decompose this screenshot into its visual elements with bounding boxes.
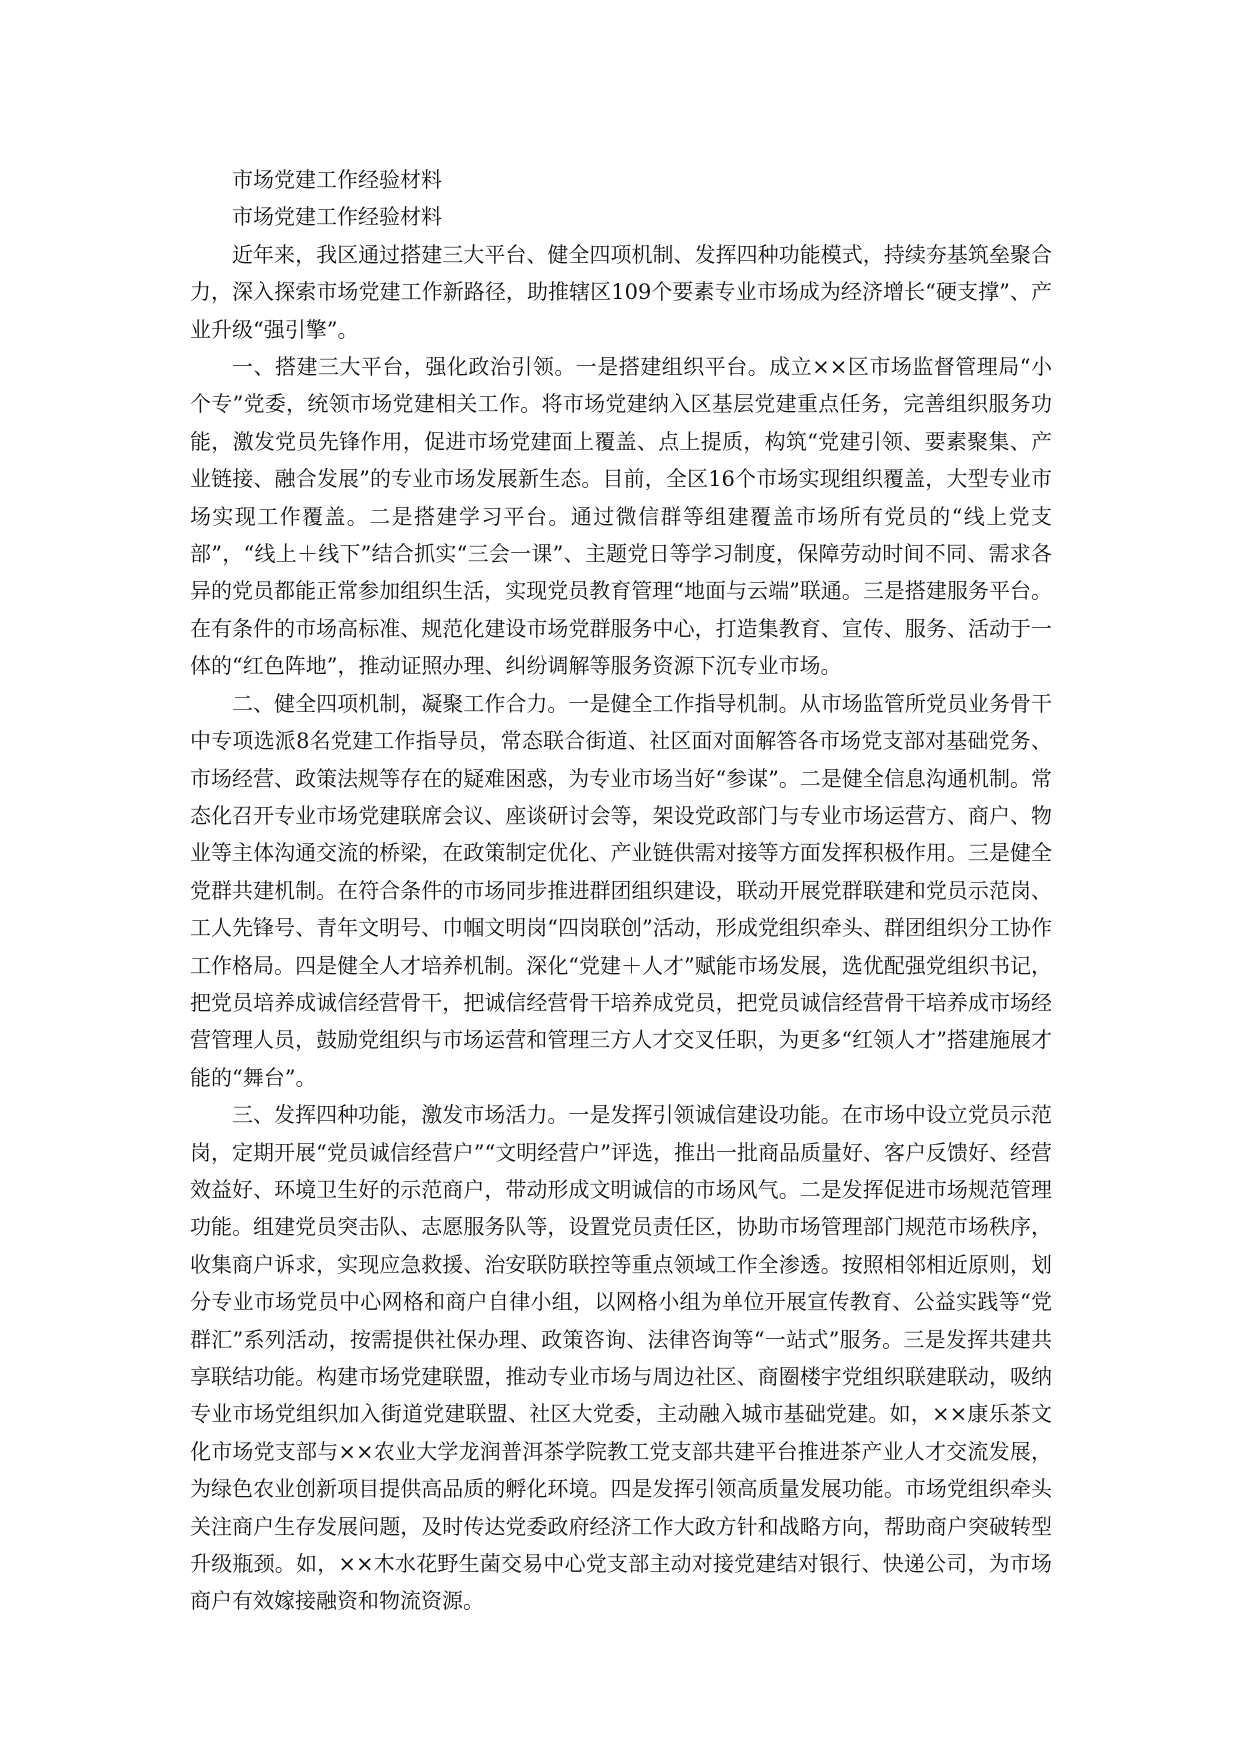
document-page: [190, 162, 1052, 1621]
document-title: 市场党建工作经验材料: [232, 168, 442, 192]
paragraph-four-mechanisms: 二、健全四项机制，凝聚工作合力。一是健全工作指导机制。从市场监管所党员业务骨干中专项选派8名党建工作指导员，常态联合街道、社区面对面解答各市场党支部对基础党务、市场经营、政策法规等存在的疑难困惑，为专业市场当好“参谋”。二是健全信息沟通机制。常态化召开专业市场党建联席会议、座谈研讨会等，架设党政部门与专业市场运营方、商户、物业等主体沟通交流的桥梁，在政策制定优化、产业链供需对接等方面发挥积极作用。三是健全党群共建机制。在符合条件的市场同步推进群团组织建设，联动开展党群联建和党员示范岗、工人先锋号、青年文明号、巾帼文明岗“四岗联创”活动，形成党组织牵头、群团组织分工协作工作格局。四是健全人才培养机制。深化“党建＋人才”赋能市场发展，选优配强党组织书记，把党员培养成诚信经营骨干，把诚信经营骨干培养成党员，把党员诚信经营骨干培养成市场经营管理人员，鼓励党组织与市场运营和管理三方人才交叉任职，为更多“红领人才”搭建施展才能的“舞台”。: [190, 691, 1052, 1090]
paragraph-three-platforms: 一、搭建三大平台，强化政治引领。一是搭建组织平台。成立××区市场监督管理局“小个专”党委，统领市场党建相关工作。将市场党建纳入区基层党建重点任务，完善组织服务功能，激发党员先锋作用，促进市场党建面上覆盖、点上提质，构筑“党建引领、要素聚集、产业链接、融合发展”的专业市场发展新生态。目前，全区16个市场实现组织覆盖，大型专业市场实现工作覆盖。二是搭建学习平台。通过微信群等组建覆盖市场所有党员的“线上党支部”，“线上＋线下”结合抓实“三会一课”、主题党日等学习制度，保障劳动时间不同、需求各异的党员都能正常参加组织生活，实现党员教育管理“地面与云端”联通。三是搭建服务平台。在有条件的市场高标准、规范化建设市场党群服务中心，打造集教育、宣传、服务、活动于一体的“红色阵地”，推动证照办理、纠纷调解等服务资源下沉专业市场。: [190, 355, 1052, 679]
document-subtitle: 市场党建工作经验材料: [232, 205, 442, 230]
paragraph-four-functions: 三、发挥四种功能，激发市场活力。一是发挥引领诚信建设功能。在市场中设立党员示范岗，定期开展“党员诚信经营户”“文明经营户”评选，推出一批商品质量好、客户反馈好、经营效益好、环境卫生好的示范商户，带动形成文明诚信的市场风气。二是发挥促进市场规范管理功能。组建党员突击队、志愿服务队等，设置党员责任区，协助市场管理部门规范市场秩序，收集商户诉求，实现应急救援、治安联防联控等重点领域工作全渗透。按照相邻相近原则，划分专业市场党员中心网格和商户自律小组，以网格小组为单位开展宣传教育、公益实践等“党群汇”系列活动，按需提供社保办理、政策咨询、法律咨询等“一站式”服务。三是发挥共建共享联结功能。构建市场党建联盟，推动专业市场与周边社区、商圈楼宇党组织联建联动，吸纳专业市场党组织加入街道党建联盟、社区大党委，主动融入城市基础党建。如，××康乐茶文化市场党支部与××农业大学龙润普洱茶学院教工党支部共建平台推进茶产业人才交流发展，为绿色农业创新项目提供高品质的孵化环境。四是发挥引领高质量发展功能。市场党组织牵头关注商户生存发展问题，及时传达党委政府经济工作大政方针和战略方向，帮助商户突破转型升级瓶颈。如，××木水花野生菌交易中心党支部主动对接党建结对银行、快递公司，为市场商户有效嫁接融资和物流资源。: [190, 1103, 1052, 1614]
paragraph-intro: 近年来，我区通过搭建三大平台、健全四项机制、发挥四种功能模式，持续夯基筑垒聚合力，深入探索市场党建工作新路径，助推辖区109个要素专业市场成为经济增长“硬支撑”、产业升级“强引擎”。: [190, 242, 1052, 342]
